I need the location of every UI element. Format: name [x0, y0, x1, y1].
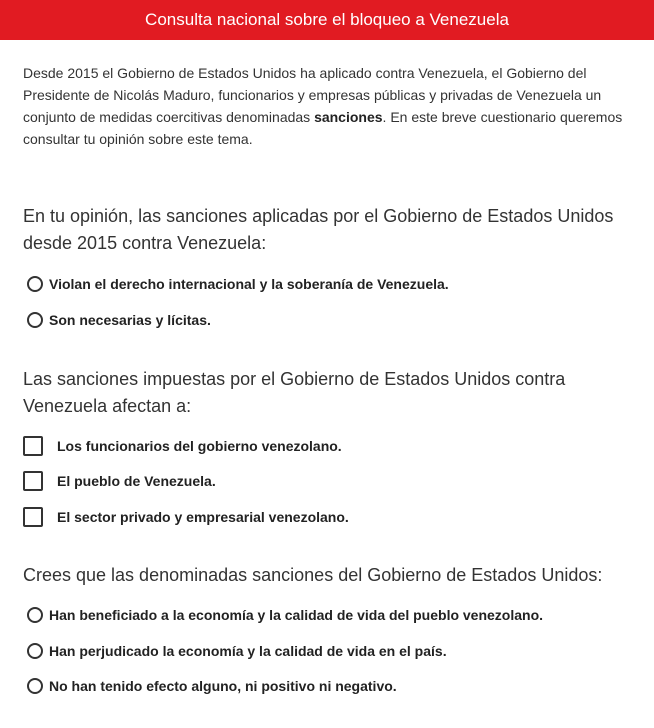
option-label: Los funcionarios del gobierno venezolano.: [57, 438, 342, 454]
question-3: Crees que las denominadas sanciones del Gobierno de Estados Unidos:: [23, 565, 603, 585]
radio-icon[interactable]: [27, 276, 43, 292]
q3-option-2[interactable]: [27, 643, 447, 659]
q2-option-1[interactable]: [23, 436, 342, 456]
option-label: Son necesarias y lícitas.: [49, 312, 211, 328]
checkbox-icon[interactable]: [23, 507, 43, 527]
option-label: El pueblo de Venezuela.: [57, 473, 216, 489]
page-header: [0, 0, 654, 40]
radio-icon[interactable]: [27, 607, 43, 623]
question-1: En tu opinión, las sanciones aplicadas por el Gobierno de Estados Unidos desde 2015 contra Venezuela:: [23, 206, 614, 253]
q2-option-3[interactable]: [23, 507, 349, 527]
q2-option-2[interactable]: [23, 471, 216, 491]
q1-option-2[interactable]: [27, 312, 211, 328]
option-label: Han perjudicado la economía y la calidad de vida en el país.: [49, 643, 447, 659]
option-label: Han beneficiado a la economía y la calidad de vida del pueblo venezolano.: [49, 607, 544, 623]
question-2: Las sanciones impuestas por el Gobierno de Estados Unidos contra Venezuela afectan a:: [23, 369, 566, 416]
checkbox-icon[interactable]: [23, 436, 43, 456]
radio-icon[interactable]: [27, 312, 43, 328]
option-label: Violan el derecho internacional y la soberanía de Venezuela.: [49, 276, 449, 292]
option-label: No han tenido efecto alguno, ni positivo ni negativo.: [49, 678, 397, 694]
q3-option-3[interactable]: [27, 678, 397, 694]
page-title: Consulta nacional sobre el bloqueo a Venezuela: [145, 10, 509, 29]
q3-option-1[interactable]: [27, 607, 543, 623]
intro-text-before: Desde 2015 el Gobierno de Estados Unidos ha aplicado contra Venezuela, el Gobierno del Presidente de Nicolás Maduro, funcionarios y empresas públicas y privadas de Venezuela un conjunto de medidas coercitivas denominadas: [23, 65, 602, 125]
q1-option-1[interactable]: [27, 276, 449, 292]
intro-text-after: . En este breve cuestionario queremos consultar tu opinión sobre este tema.: [23, 109, 623, 147]
intro-bold-term: sanciones: [314, 109, 383, 125]
radio-icon[interactable]: [27, 678, 43, 694]
option-label: El sector privado y empresarial venezolano.: [57, 509, 349, 525]
radio-icon[interactable]: [27, 643, 43, 659]
checkbox-icon[interactable]: [23, 471, 43, 491]
intro-paragraph: [23, 62, 633, 150]
